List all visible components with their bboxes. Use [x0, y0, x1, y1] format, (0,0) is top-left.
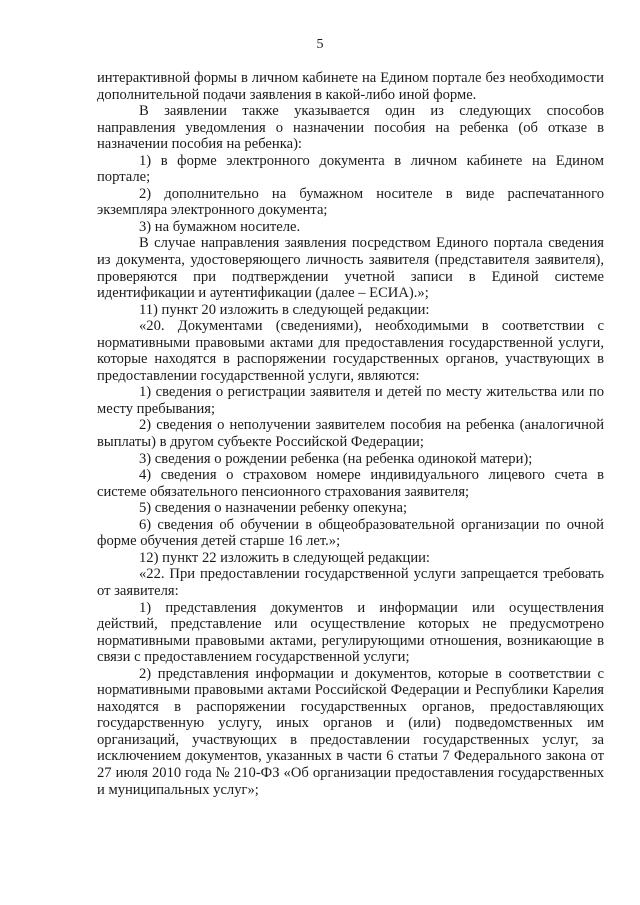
- paragraph-clause-22: «22. При предоставлении государственной услуги запрещается требовать от заявителя:: [97, 566, 604, 599]
- list-item-method-3: 3) на бумажном носителе.: [139, 218, 301, 235]
- list-item-clause-22-2: 2) представления информации и документов, которые в соответствии с нормативными правовыми актами Российской Федерации и Республики Карелия находятся в распоряжении государственных органов, предоставляющих государственную услугу, иных органов и (или) подведомственных им организаций, участвующих в предоставлении государственных услуг, за исключением документов, указанных в части 6 статьи 7 Федерального закона от 27 июля 2010 года № 210-ФЗ «Об организации предоставления государственных и муниципальных услуг»;: [97, 665, 604, 798]
- list-item-clause-20-6: 6) сведения об обучении в общеобразовательной организации по очной форме обучения детей старше 16 лет.»;: [97, 516, 604, 550]
- list-item-clause-20-5: 5) сведения о назначении ребенку опекуна;: [139, 500, 408, 517]
- list-item-clause-20-1: 1) сведения о регистрации заявителя и детей по месту жительства или по месту пребывания;: [97, 384, 604, 417]
- page-number: 5: [316, 37, 324, 52]
- paragraph-esia: В случае направления заявления посредством Единого портала сведения из документа, удостоверяющего личность заявителя (представителя заявителя), проверяются при подтверждении учетной записи в Единой системе идентификации и аутентификации (далее – ЕСИА).»;: [97, 235, 604, 302]
- paragraph-item-11: 11) пункт 20 изложить в следующей редакции:: [139, 301, 430, 318]
- list-item-clause-20-2: 2) сведения о неполучении заявителем пособия на ребенка (аналогичной выплаты) в другом субъекте Российской Федерации;: [97, 417, 604, 451]
- list-item-clause-20-4: 4) сведения о страховом номере индивидуального лицевого счета в системе обязательного пенсионного страхования заявителя;: [97, 467, 604, 500]
- list-item-method-2: 2) дополнительно на бумажном носителе в виде распечатанного экземпляра электронного документа;: [97, 185, 604, 219]
- paragraph-continuation: интерактивной формы в личном кабинете на Едином портале без необходимости дополнительной подачи заявления в какой-либо иной форме.: [97, 70, 604, 103]
- list-item-method-1: 1) в форме электронного документа в личном кабинете на Едином портале;: [97, 152, 604, 186]
- paragraph-clause-20: «20. Документами (сведениями), необходимыми в соответствии с нормативными правовыми актами для предоставления государственной услуги, которые находятся в распоряжении государственных органов, участвующих в предоставлении государственной услуги, являются:: [97, 318, 604, 384]
- list-item-clause-22-1: 1) представления документов и информации или осуществления действий, представление или осуществление которых не предусмотрено нормативными правовыми актами, регулирующими отношения, возникающие в связи с предоставлением государственной услуги;: [97, 599, 604, 666]
- document-body: [97, 70, 604, 798]
- paragraph-notification-methods: В заявлении также указывается один из следующих способов направления уведомления о назначении пособия на ребенка (об отказе в назначении пособия на ребенка):: [97, 103, 604, 153]
- paragraph-item-12: 12) пункт 22 изложить в следующей редакции:: [139, 549, 430, 566]
- list-item-clause-20-3: 3) сведения о рождении ребенка (на ребенка одинокой матери);: [139, 450, 533, 467]
